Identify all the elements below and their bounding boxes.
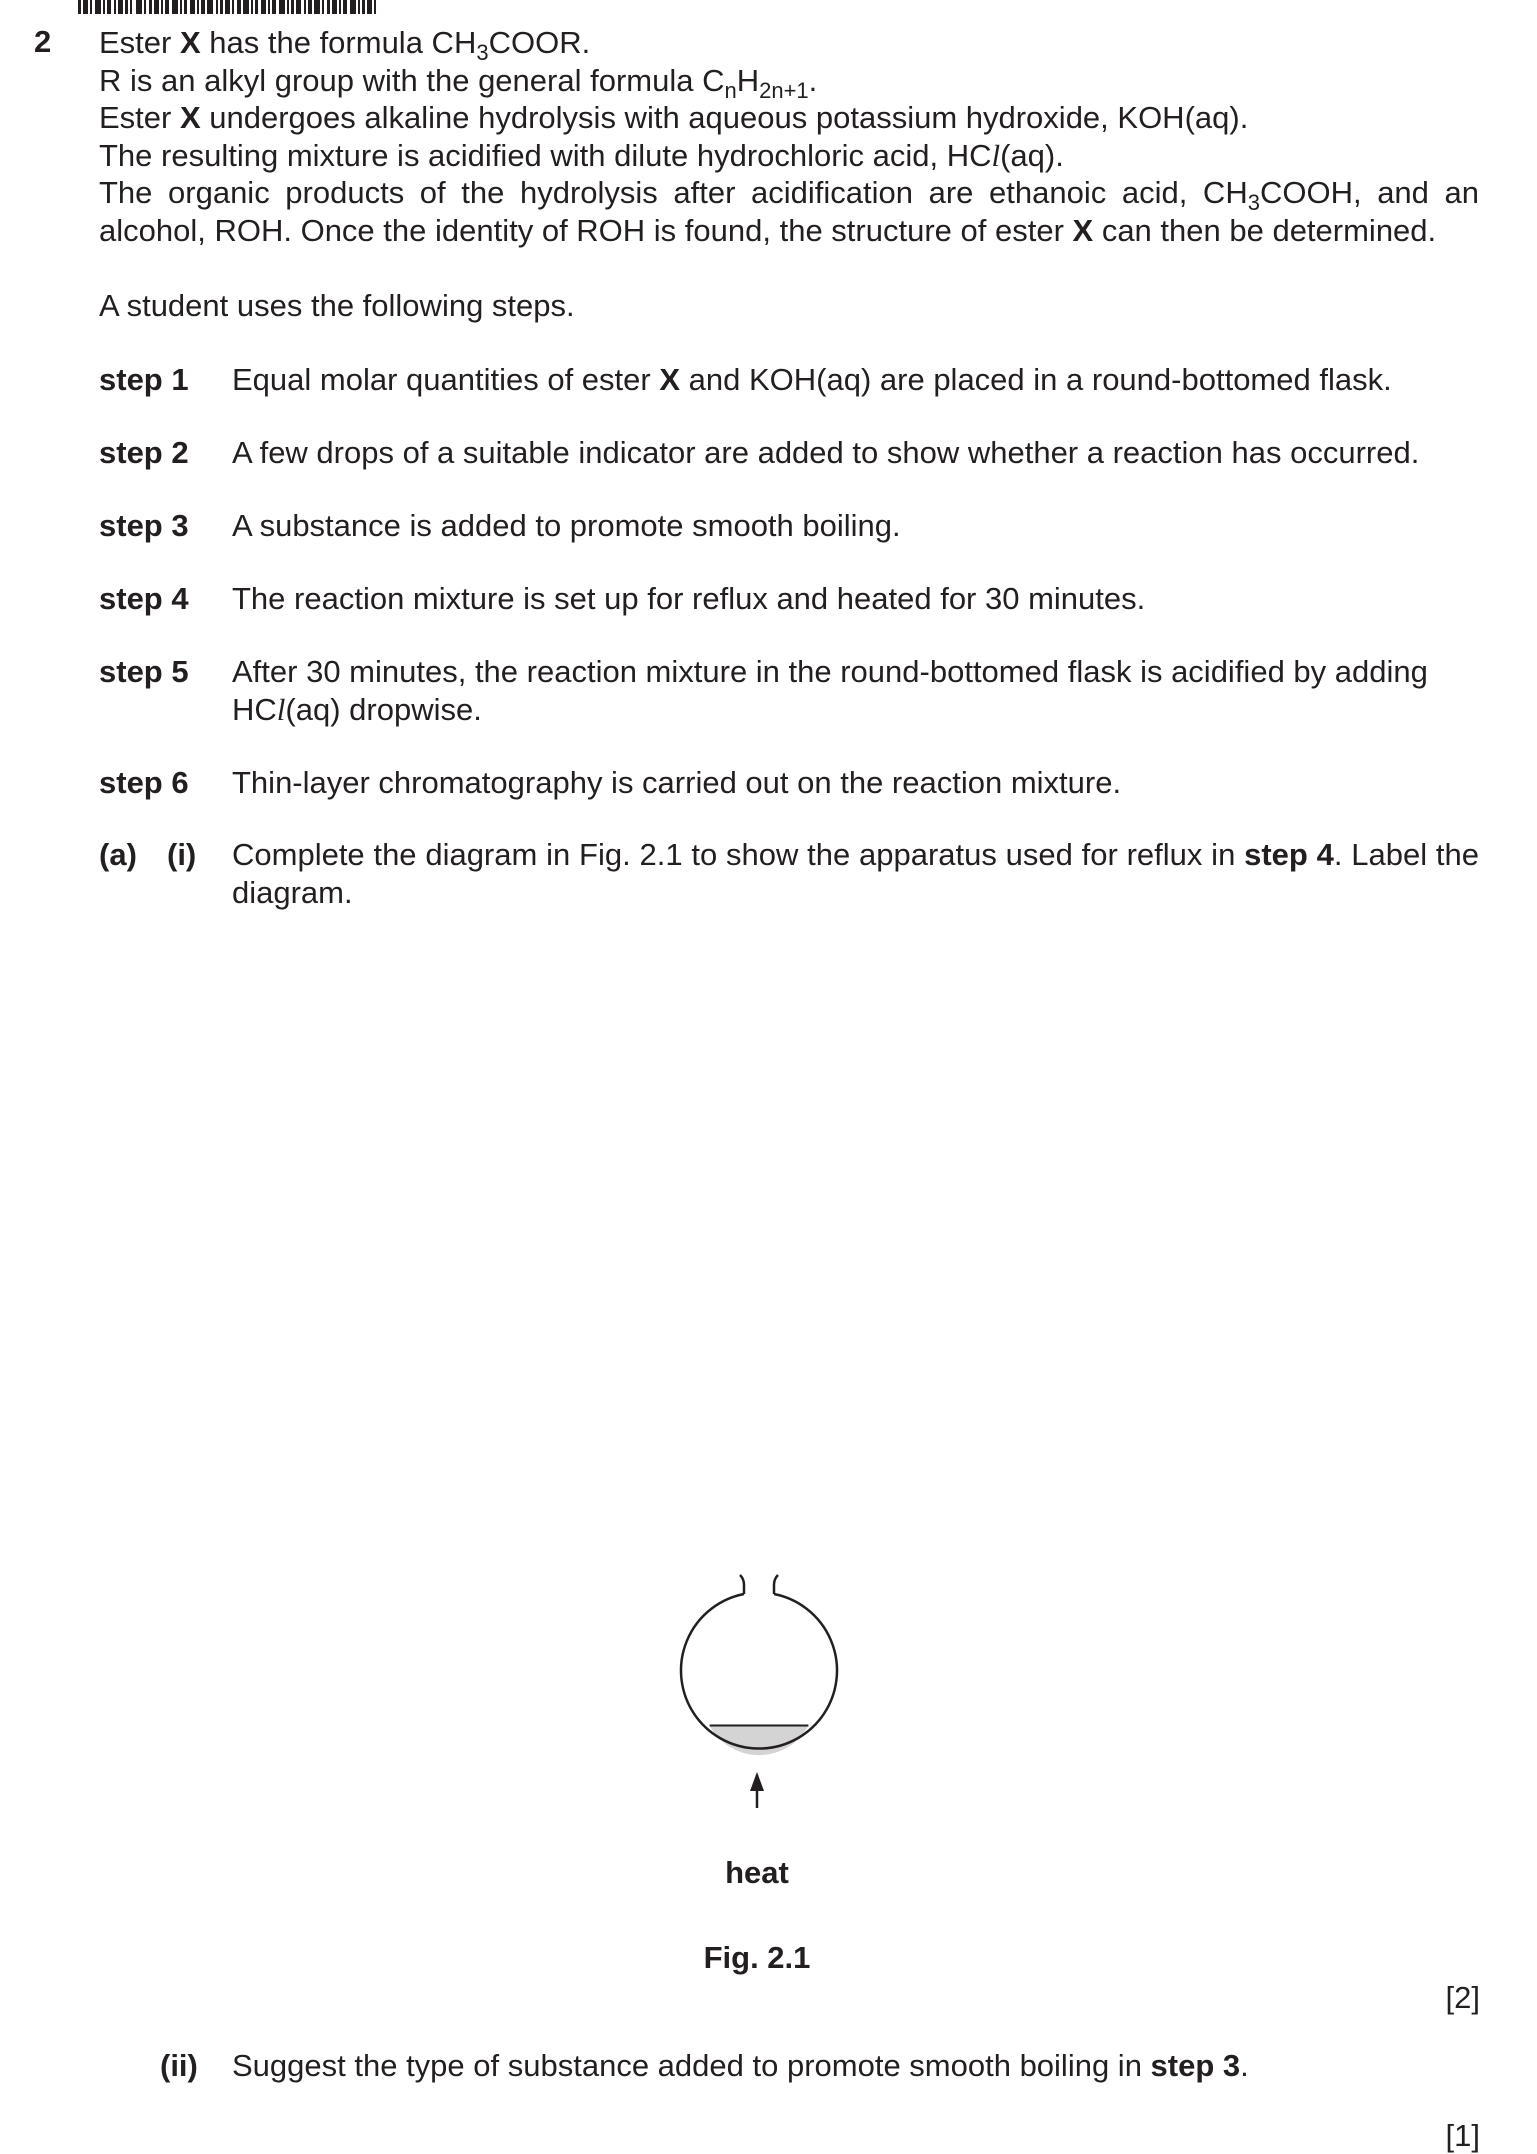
step-text: After 30 minutes, the reaction mixture in the round-bottomed flask is acidified by adding HCl(aq) dropwise.	[232, 654, 1428, 727]
intro-line-1: Ester X has the formula $CH_3COOR$.	[99, 25, 591, 65]
step-label: step 6	[99, 765, 189, 800]
step-label: step 5	[99, 654, 189, 689]
flask-neck-right	[774, 1575, 778, 1594]
barcode	[78, 0, 602, 14]
heat-arrow-head	[750, 1772, 764, 1791]
heat-label: heat	[725, 1855, 789, 1890]
marks-a-ii: [1]	[1445, 2118, 1480, 2153]
marks-a-i: [2]	[1445, 1980, 1480, 2015]
step-text: Thin-layer chromatography is carried out on the reaction mixture.	[232, 765, 1122, 800]
intro-line-3: Ester X undergoes alkaline hydrolysis with aqueous potassium hydroxide, KOH(aq).	[99, 100, 1249, 135]
steps-lead: A student uses the following steps.	[99, 288, 575, 323]
step-label: step 3	[99, 508, 189, 543]
intro-line-4: The resulting mixture is acidified with dilute hydrochloric acid, HCl(aq).	[99, 137, 1064, 173]
question-intro	[99, 24, 1479, 249]
step-text: A substance is added to promote smooth boiling.	[232, 508, 901, 543]
step-label: step 2	[99, 435, 189, 470]
step-text: Equal molar quantities of ester X and KOH(aq) are placed in a round-bottomed flask.	[232, 362, 1392, 397]
question-text: Suggest the type of substance added to promote smooth boiling in step 3.	[232, 2048, 1249, 2083]
round-bottomed-flask-diagram	[660, 1565, 860, 1855]
intro-line-5: The organic products of the hydrolysis after acidification are ethanoic acid, $CH_3COOH$, and an	[99, 175, 1479, 215]
intro-line-2: R is an alkyl group with the general formula $C_nH_{2n+1}$.	[99, 62, 818, 103]
step-text: A few drops of a suitable indicator are added to show whether a reaction has occurred.	[232, 435, 1420, 470]
question-number: 2	[34, 24, 52, 59]
step-label: step 4	[99, 581, 189, 616]
step-label: step 1	[99, 362, 189, 397]
subpart-label: (i)	[167, 837, 197, 872]
subpart-label: (ii)	[160, 2048, 198, 2083]
figure-caption: Fig. 2.1	[703, 1940, 811, 1975]
part-label: (a)	[99, 837, 137, 872]
question-text: Complete the diagram in Fig. 2.1 to show the apparatus used for reflux in step 4. Label the diagram.	[232, 837, 1479, 910]
flask-neck-left	[740, 1575, 744, 1594]
intro-line-6: alcohol, ROH. Once the identity of ROH is found, the structure of ester X can then be determined.	[99, 212, 1437, 248]
step-text: The reaction mixture is set up for reflux and heated for 30 minutes.	[232, 581, 1146, 616]
